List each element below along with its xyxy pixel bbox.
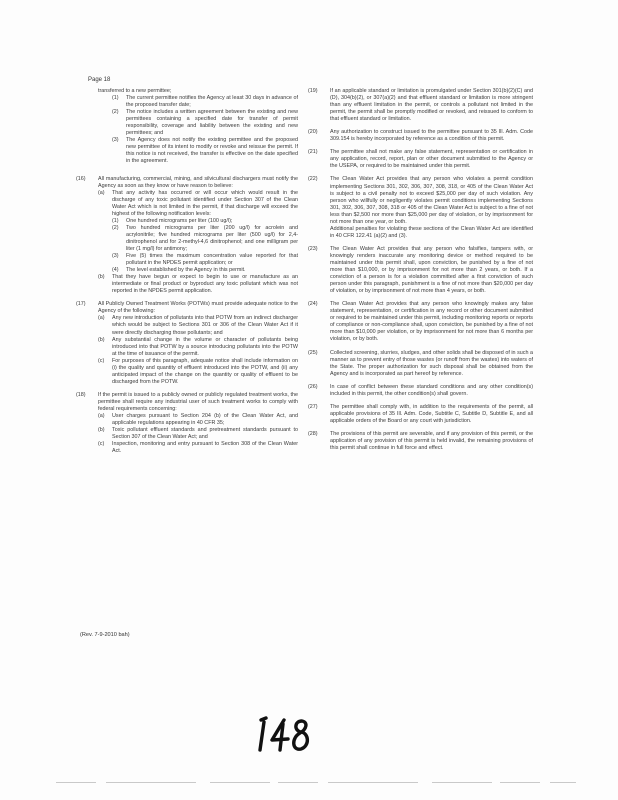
page-label: Page 18: [88, 77, 111, 83]
scan-artifact-line: [56, 781, 576, 784]
list-item: (3) The Agency does not notify the existing permittee and the proposed new permittee of its intent to modify or revoke and reissue the permit. If this notice is not received, the transfer is effective on the date specified in the agreement.: [112, 137, 298, 165]
list-item: (4) The level established by the Agency in this permit.: [112, 267, 246, 274]
list-item: (a) That any activity has occurred or will occur which would result in the discharge of any toxic pollutant identified under Section 307 of the Clean Water Act which is not limited in the permit, if that discharge will exceed the highest of the following notification levels:: [98, 189, 298, 217]
condition-21: (21) The permittee shall not make any false statement, representation or certification in any application, record, report, plan or other document submitted to the Agency or the USEPA, or required to be maintained under this permit.: [308, 149, 533, 170]
list-item: (b) Any substantial change in the volume or character of pollutants being introduced into that POTW by a source introducing pollutants into the POTW at the time of issuance of the permit.: [98, 336, 298, 357]
list-item: (2) Two hundred micrograms per liter (200 ug/l) for acrolein and acrylonitrile; five hundred micrograms per liter (500 ug/l) for 2,4-dinitrophenol and for 2-methyl-4,6 dinitrophenol; and one milligram per liter (1 mg/l) for antimony;: [112, 224, 298, 252]
condition-18: (18) If the permit is issued to a publicly owned or publicly regulated treatment works, the permittee shall require any industrial user of such treatment works to comply with federal requirements concerning: (a) User charges pursuant to Section 204 (b) of the Clean Water Act, and applicable regulations appearing in 40 CFR 35; (b) Toxic pollutant effluent standards and pretreatment standards pursuant to Section 307 of the Clean Water Act; and (c) Inspection, monitoring and entry pursuant to Section 308 of the Clean Water Act.: [76, 391, 298, 455]
list-item: (c) Inspection, monitoring and entry pursuant to Section 308 of the Clean Water Act.: [98, 441, 298, 455]
condition-19: (19) If an applicable standard or limitation is promulgated under Section 301(b)(2)(C) and (D), 304(b)(2), or 307(a)(2) and that effluent standard or limitation is more stringent than any effluent limitation in the permit, or controls a pollutant not limited in the permit, the permit shall be promptly modified or revoked, and reissued to conform to that effluent standard or limitation.: [308, 88, 533, 123]
right-column: [308, 88, 533, 458]
condition-28: (28) The provisions of this permit are severable, and if any provision of this permit, or the application of any provision of this permit is held invalid, the remaining provisions of this permit shall continue in full force and effect.: [308, 430, 533, 452]
condition-25: (25) Collected screening, slurries, sludges, and other solids shall be disposed of in such a manner as to prevent entry of those wastes (or runoff from the wastes) into waters of the State. The proper authorization for such disposal shall be obtained from the Agency and is incorporated as part hereof by reference.: [308, 349, 533, 377]
list-item: (2) The notice includes a written agreement between the existing and new permittees containing a specified date for transfer of permit responsibility, coverage and liability between the existing and new permittees; and: [112, 109, 298, 137]
list-item: (b) That they have begun or expect to begin to use or manufacture as an intermediate or final product or byproduct any toxic pollutant which was not reported in the NPDES permit application.: [98, 274, 298, 295]
condition-24: (24) The Clean Water Act provides that any person who knowingly makes any false statement, representation, or certification in any record or other document submitted or required to be maintained under this permit, including monitoring reports or reports of compliance or non-compliance shall, upon conviction, be punished by a fine of not more than $10,000 per violation, or by imprisonment for not more than 6 months per violation, or by both.: [308, 301, 533, 343]
list-item: (a) User charges pursuant to Section 204 (b) of the Clean Water Act, and applicable regulations appearing in 40 CFR 35;: [98, 413, 298, 427]
revision-note: (Rev. 7-9-2010 bah): [80, 632, 130, 638]
list-item: (1) The current permittee notifies the Agency at least 30 days in advance of the proposed transfer date;: [112, 95, 298, 109]
condition-26: (26) In case of conflict between these standard conditions and any other condition(s) included in this permit, the other condition(s) shall govern.: [308, 383, 533, 397]
list-item: (b) Toxic pollutant effluent standards and pretreatment standards pursuant to Section 307 of the Clean Water Act; and: [98, 427, 298, 441]
continuation-text: transferred to a new permittee;: [98, 88, 172, 94]
condition-22: (22) The Clean Water Act provides that any person who violates a permit condition implementing Sections 301, 302, 306, 307, 308, 318, or 405 of the Clean Water Act is subject to a civil penalty not to exceed $25,000 per day of such violation. Any person who willfully or negligently violates permit conditions implementing Sections 301, 302, 306, 307, 308, 318 or 405 of the Clean Water Act is subject to a fine of not less than $2,500 nor more than $25,000 per day of violation, or by imprisonment for not more than one year, or both. Additional penalties for violating these sections of the Clean Water Act are identified in 40 CFR 122.41 (a)(2) and (3).: [308, 176, 533, 239]
condition-23: (23) The Clean Water Act provides that any person who falsifies, tampers with, or knowingly renders inaccurate any monitoring device or method required to be maintained under this permit shall, upon conviction, be punished by a fine of not more than $10,000, or by imprisonment for not more than 2 years, or both. If a conviction of a person is for a violation committed after a first conviction of such person under this paragraph, punishment is a fine of not more than $20,000 per day of violation, or by imprisonment of not more than 4 years, or both.: [308, 245, 533, 295]
handwritten-page-number: [254, 716, 314, 754]
left-column: [76, 88, 298, 461]
condition-17: (17) All Publicly Owned Treatment Works (POTWs) must provide adequate notice to the Agency of the following: (a) Any new introduction of pollutants into that POTW from an indirect discharger which would be subject to Sections 301 or 306 of the Clean Water Act if it were directly discharging those pollutants; and (b) Any substantial change in the volume or character of pollutants being introduced into that POTW by a source introducing pollutants into the POTW at the time of issuance of the permit. (c) For purposes of this paragraph, adequate notice shall include information on (i) the quality and quantity of effluent introduced into the POTW, and (ii) any anticipated impact of the change on the quantity or quality of effluent to be discharged from the POTW.: [76, 301, 298, 385]
condition-16: (16) All manufacturing, commercial, mining, and silvicultural dischargers must notify the Agency as soon as they know or have reason to believe: (a) That any activity has occurred or will occur which would result in the discharge of any toxic pollutant identified under Section 307 of the Clean Water Act which is not limited in the permit, if that discharge will exceed the highest of the following notification levels: (1) One hundred micrograms per liter (100 ug/l); (2) Two hundred micrograms per liter (200 ug/l) for acrolein and acrylonitrile; five hundred micrograms per liter (500 ug/l) for 2,4-dinitrophenol and for 2-methyl-4,6 dinitrophenol; and one milligram per liter (1 mg/l) for antimony; (3) Five (5) times the maximum concentration value reported for that pollutant in the NPDES permit application; or (4) The level established by the Agency in this permit. (b) That they have begun or expect to begin to use or manufacture as an intermediate or final product or byproduct any toxic pollutant which was not reported in the NPDES permit application.: [76, 175, 298, 295]
list-item: (c) For purposes of this paragraph, adequate notice shall include information on (i) the quality and quantity of effluent introduced into the POTW, and (ii) any anticipated impact of the change on the quantity or quality of effluent to be discharged from the POTW.: [98, 357, 298, 385]
list-item: (1) One hundred micrograms per liter (100 ug/l);: [112, 217, 233, 224]
list-item: (3) Five (5) times the maximum concentration value reported for that pollutant in the NPDES permit application; or: [112, 253, 298, 267]
list-item: (a) Any new introduction of pollutants into that POTW from an indirect discharger which would be subject to Sections 301 or 306 of the Clean Water Act if it were directly discharging those pollutants; and: [98, 315, 298, 336]
condition-27: (27) The permittee shall comply with, in addition to the requirements of the permit, all applicable provisions of 35 Ill. Adm. Code, Subtitle C, Subtitle D, Subtitle E, and all applicable orders of the Board or any court with jurisdiction.: [308, 403, 533, 424]
condition-20: (20) Any authorization to construct issued to the permittee pursuant to 35 Ill. Adm. Code 309.154 is hereby incorporated by reference as a condition of this permit.: [308, 129, 533, 143]
